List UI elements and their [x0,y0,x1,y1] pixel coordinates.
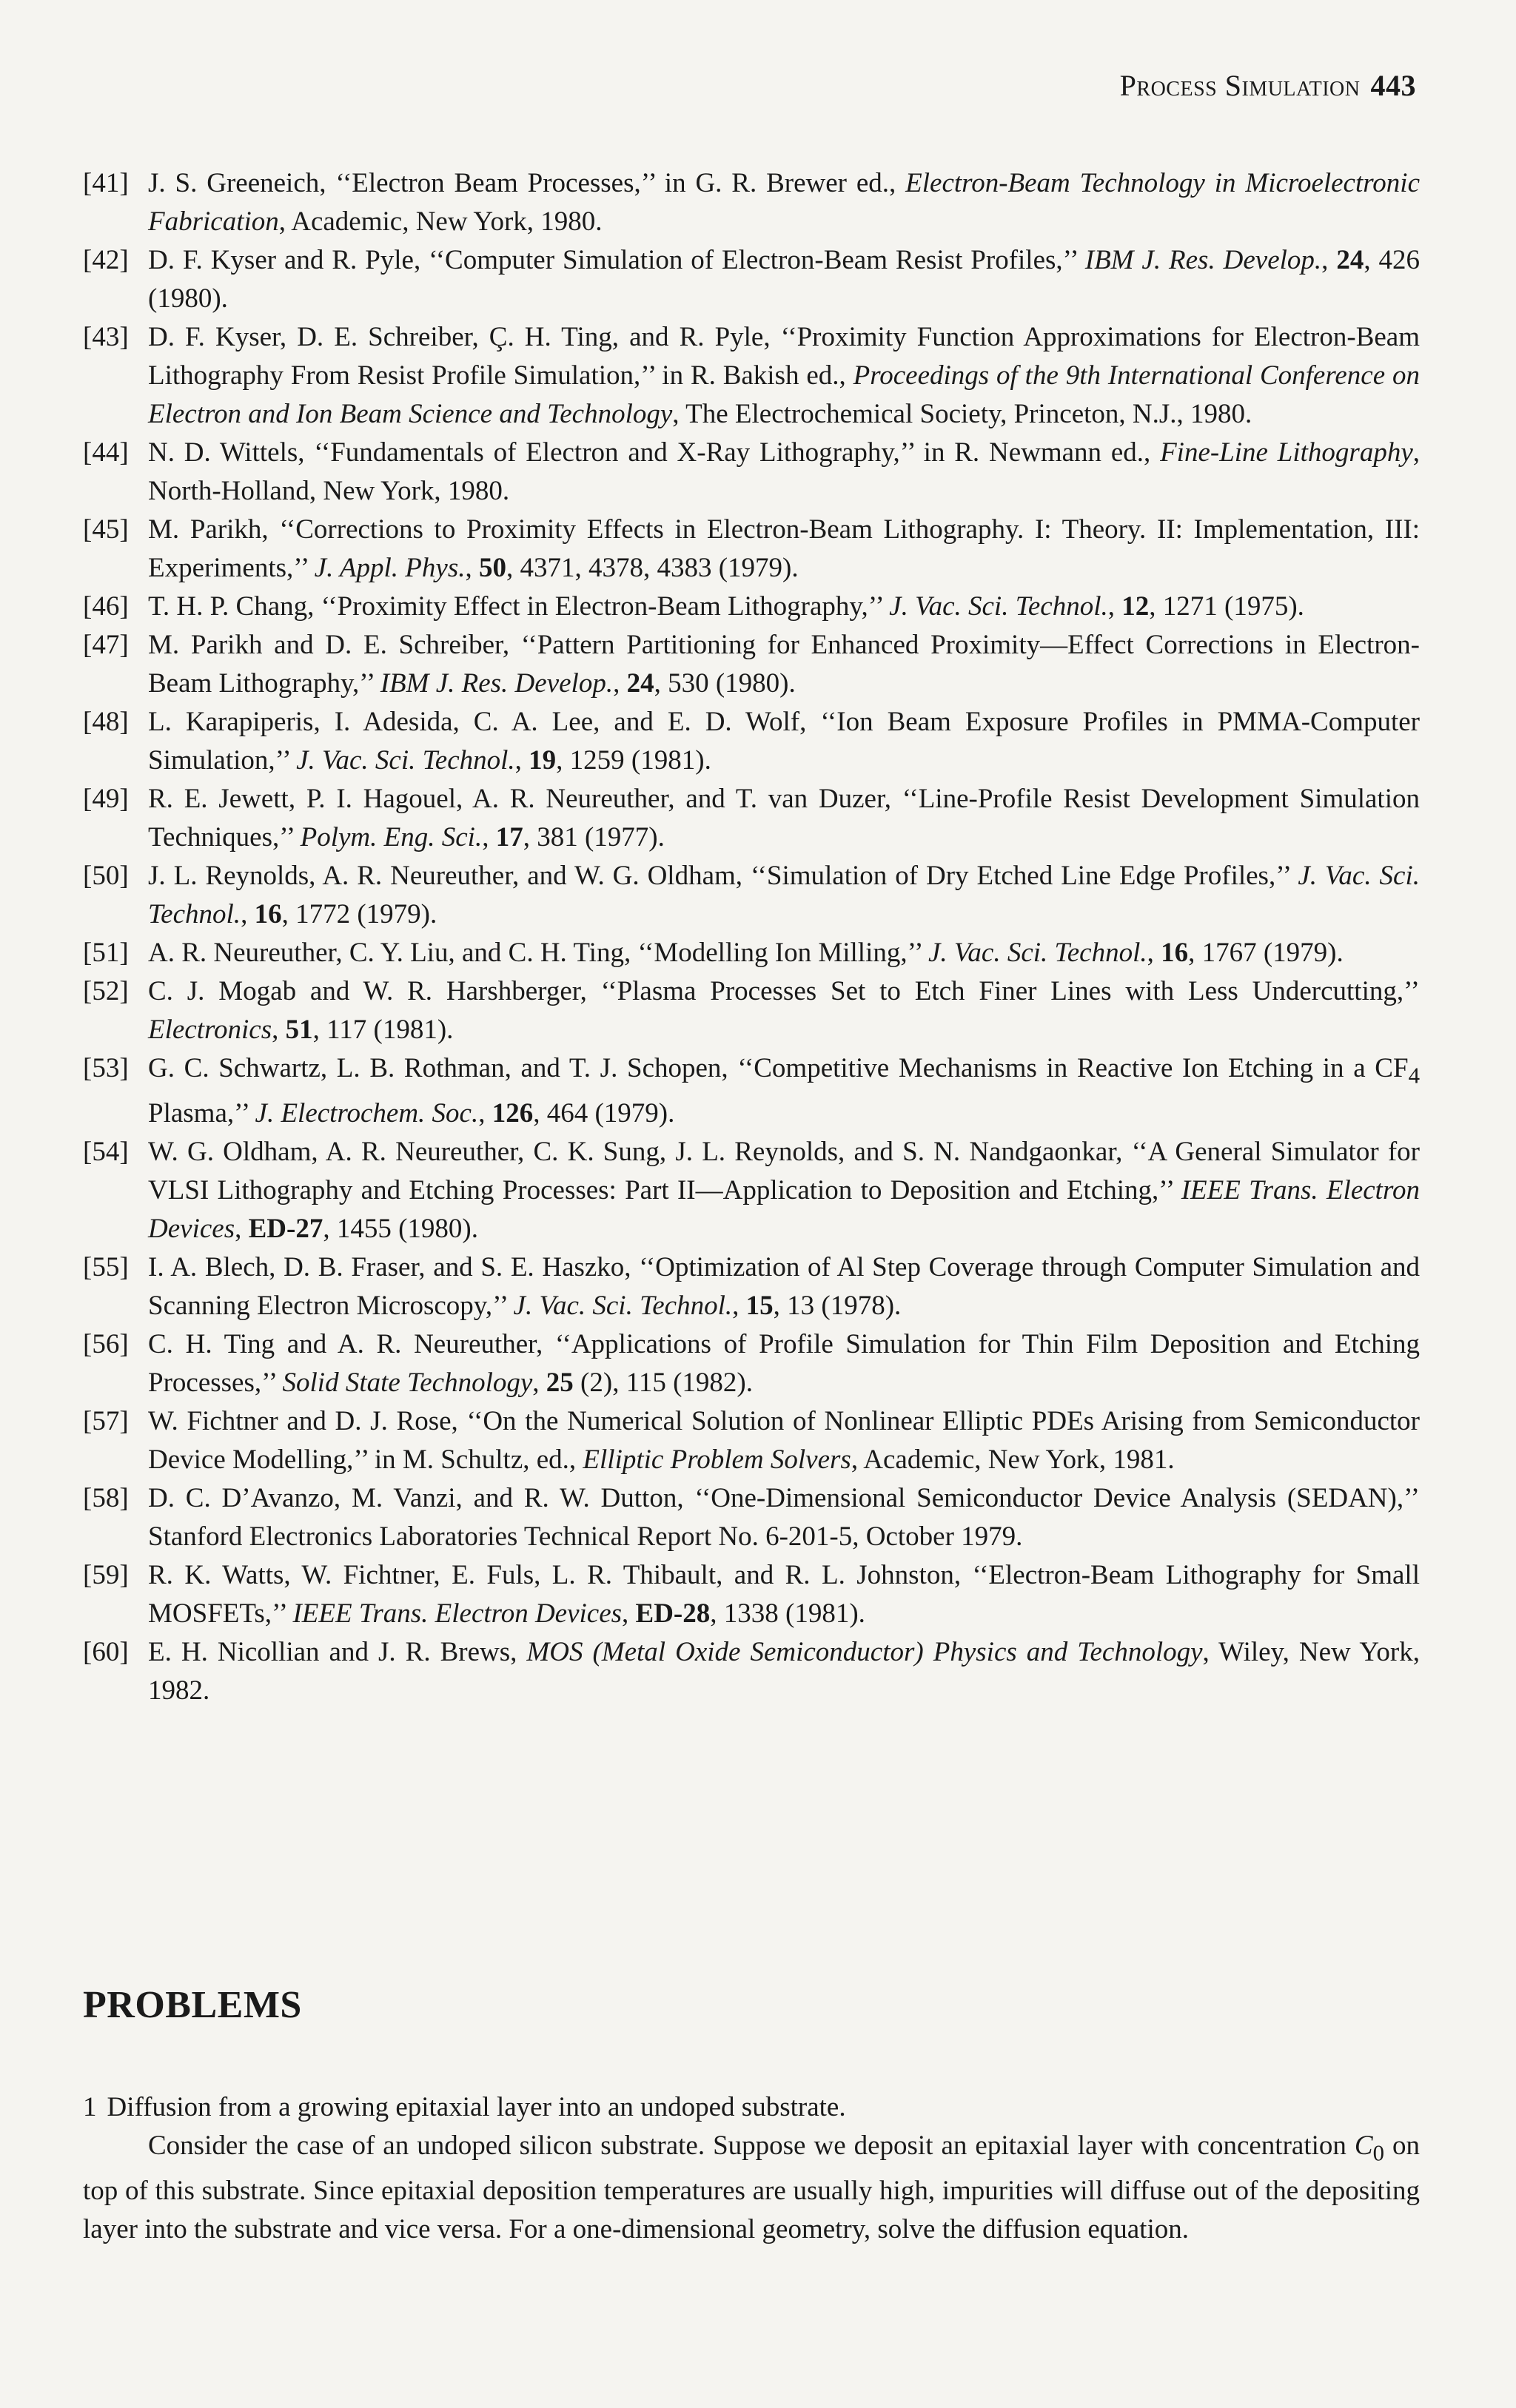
reference-number: [57] [83,1406,129,1437]
italic-run: J. Vac. Sci. Technol. [889,591,1108,622]
text-run: , [732,1291,746,1322]
text-run: D. F. Kyser and R. Pyle, ‘‘Computer Simulation of Electron-Beam Resist Profiles,’’ [148,245,1085,275]
text-run: , [465,553,479,583]
problem-body [83,2127,1420,2249]
italic-run: Elliptic Problem Solvers [583,1445,851,1476]
text-run: , 13 (1978). [773,1291,902,1322]
reference-text [148,1556,1420,1633]
reference-number: [47] [83,630,129,660]
reference-text [148,588,1420,626]
text-run: , [241,899,255,929]
reference-number: [51] [83,938,129,968]
text-run: , 1455 (1980). [323,1214,478,1245]
bold-run: 16 [1161,938,1189,968]
text-run: D. C. D’Avanzo, M. Vanzi, and R. W. Dutton, ‘‘One-Dimensional Semiconductor Device Analysis (SEDAN),’’ Stanford Electronics Laboratories Technical Report No. 6-201-5, October 1979. [148,1483,1420,1553]
text-run: , 1259 (1981). [556,745,711,776]
text-run: , 1338 (1981). [710,1598,865,1630]
reference-item [83,241,1420,318]
italic-run: IEEE Trans. Electron Devices [148,1175,1420,1245]
text-run: , [1147,938,1161,968]
text-run: , [235,1214,249,1245]
italic-run: IBM J. Res. Develop. [380,668,614,699]
text-run: L. Karapiperis, I. Adesida, C. A. Lee, and E. D. Wolf, ‘‘Ion Beam Exposure Profiles in PMMA-Computer Simulation,’’ [148,707,1420,776]
italic-run: Solid State Technology [282,1368,533,1399]
italic-run: J. Vac. Sci. Technol. [513,1291,733,1322]
reference-text [148,857,1420,934]
bold-run: 16 [254,899,282,929]
text-run: M. Parikh, ‘‘Corrections to Proximity Effects in Electron-Beam Lithography. I: Theory. II: Implementation, III: Experiments,’’ [148,514,1420,583]
reference-item [83,934,1420,972]
italic-run: IEEE Trans. Electron Devices [292,1598,623,1630]
reference-number: [42] [83,245,129,275]
italic-run: C [1354,2130,1373,2161]
text-run: , 1767 (1979). [1188,938,1344,968]
text-run: Consider the case of an undoped silicon substrate. Suppose we deposit an epitaxial layer with concentration [148,2130,1355,2161]
reference-text [148,780,1420,857]
reference-item [83,588,1420,626]
bold-run: 51 [285,1015,313,1045]
subscript-run: 4 [1408,1063,1420,1089]
reference-number: [58] [83,1483,129,1514]
reference-text [148,1248,1420,1325]
reference-number: [60] [83,1637,129,1668]
text-run: , 1271 (1975). [1149,591,1304,622]
bold-run: 25 [546,1368,574,1399]
text-run: D. F. Kyser, D. E. Schreiber, Ç. H. Ting, and R. Pyle, ‘‘Proximity Function Approximations for Electron-Beam Lithography From Resist Profile Simulation,’’ in R. Bakish ed., [148,322,1420,391]
reference-item [83,1049,1420,1133]
text-run: , [1321,245,1337,275]
reference-text [148,1479,1420,1556]
reference-item [83,1133,1420,1248]
reference-number: [43] [83,322,129,352]
text-run: R. K. Watts, W. Fichtner, E. Fuls, L. R. Thibault, and R. L. Johnston, ‘‘Electron-Beam Lithography for Small MOSFETs,’’ [148,1560,1420,1630]
text-run: , 117 (1981). [312,1015,454,1045]
bold-run: ED-28 [635,1598,711,1630]
text-run: , [478,1098,492,1129]
page-number: 443 [1370,69,1416,102]
problem-number: 1 [83,2092,97,2122]
text-run: , 530 (1980). [654,668,796,699]
problem-title-line [83,2088,1420,2127]
reference-item [83,857,1420,934]
problem-title: Diffusion from a growing epitaxial layer into an undoped substrate. [107,2092,846,2122]
text-run: J. S. Greeneich, ‘‘Electron Beam Processes,’’ in G. R. Brewer ed., [148,168,906,198]
reference-text [148,241,1420,318]
reference-number: [52] [83,976,129,1006]
reference-item [83,164,1420,241]
reference-text [148,626,1420,703]
reference-number: [54] [83,1137,129,1168]
text-run: W. Fichtner and D. J. Rose, ‘‘On the Numerical Solution of Nonlinear Elliptic PDEs Arising from Semiconductor Device Modelling,’’ in M. Schultz, ed., [148,1406,1420,1476]
reference-number: [50] [83,861,129,891]
bold-run: 24 [1336,245,1364,275]
reference-text [148,164,1420,241]
reference-text [148,511,1420,588]
italic-run: Polym. Eng. Sci. [300,822,483,852]
italic-run: IBM J. Res. Develop. [1084,245,1322,275]
reference-item [83,1325,1420,1402]
reference-item [83,1402,1420,1479]
reference-item [83,318,1420,434]
reference-item [83,972,1420,1049]
reference-number: [46] [83,591,129,622]
reference-item [83,1248,1420,1325]
italic-run: J. Vac. Sci. Technol. [296,745,515,776]
text-run: G. C. Schwartz, L. B. Rothman, and T. J. Schopen, ‘‘Competitive Mechanisms in Reactive Ion Etching in a CF [148,1053,1409,1083]
running-header [1120,68,1416,103]
bold-run: 50 [478,553,506,583]
text-run: T. H. P. Chang, ‘‘Proximity Effect in Electron-Beam Lithography,’’ [148,591,890,622]
bold-run: 15 [745,1291,774,1322]
reference-number: [55] [83,1252,129,1283]
italic-run: J. Vac. Sci. Technol. [148,861,1421,929]
text-run: C. J. Mogab and W. R. Harshberger, ‘‘Plasma Processes Set to Etch Finer Lines with Less Undercutting,’’ [148,976,1420,1006]
reference-number: [56] [83,1329,129,1360]
subscript-run: 0 [1372,2140,1384,2166]
text-run: , 381 (1977). [523,822,665,852]
text-run: A. R. Neureuther, C. Y. Liu, and C. H. Ting, ‘‘Modelling Ion Milling,’’ [148,938,928,968]
reference-item [83,1556,1420,1633]
bold-run: 19 [529,745,557,776]
bold-run: ED-27 [248,1214,323,1245]
reference-number: [49] [83,784,129,814]
text-run: C. H. Ting and A. R. Neureuther, ‘‘Applications of Profile Simulation for Thin Film Deposition and Etching Processes,’’ [148,1329,1420,1399]
reference-text [148,1325,1420,1402]
reference-text [148,703,1420,780]
bold-run: 24 [626,668,654,699]
italic-run: Proceedings of the 9th International Conference on Electron and Ion Beam Science and Technology [148,360,1420,429]
text-run: I. A. Blech, D. B. Fraser, and S. E. Haszko, ‘‘Optimization of Al Step Coverage through Computer Simulation and Scanning Electron Microscopy,’’ [148,1252,1420,1322]
text-run: E. H. Nicollian and J. R. Brews, [148,1637,527,1668]
reference-text [148,1633,1420,1710]
text-run: , [514,745,529,776]
text-run: on top of this substrate. Since epitaxial deposition temperatures are usually high, impurities will diffuse out of the depositing layer into the substrate and vice versa. For a one-dimensional geometry, solve the diffusion equation. [83,2130,1420,2245]
text-run: R. E. Jewett, P. I. Hagouel, A. R. Neureuther, and T. van Duzer, ‘‘Line-Profile Resist Development Simulation Techniques,’’ [148,784,1420,852]
reference-item [83,511,1420,588]
reference-number: [53] [83,1053,129,1083]
text-run: , Wiley, New York, 1982. [148,1637,1421,1706]
text-run: , 4371, 4378, 4383 (1979). [506,553,799,583]
reference-number: [45] [83,514,129,545]
text-run: , Academic, New York, 1981. [851,1445,1175,1476]
text-run: M. Parikh and D. E. Schreiber, ‘‘Pattern Partitioning for Enhanced Proximity—Effect Corrections in Electron-Beam Lithography,’’ [148,630,1420,699]
text-run: J. L. Reynolds, A. R. Neureuther, and W. G. Oldham, ‘‘Simulation of Dry Etched Line Edge Profiles,’’ [148,861,1298,891]
problems-heading: PROBLEMS [83,1984,302,2026]
text-run: Plasma,’’ [148,1098,255,1129]
reference-text [148,1049,1420,1133]
text-run: , [622,1598,636,1630]
italic-run: Fine-Line Lithography [1160,437,1413,468]
text-run: (2), 115 (1982). [573,1368,753,1399]
italic-run: Electronics [148,1015,272,1045]
reference-text [148,1402,1420,1479]
reference-list [83,164,1420,1710]
reference-text [148,934,1420,972]
reference-number: [59] [83,1560,129,1591]
reference-number: [41] [83,168,129,198]
italic-run: Electron-Beam Technology in Microelectronic Fabrication [148,168,1420,237]
text-run: , [272,1015,286,1045]
reference-number: [48] [83,707,129,737]
text-run: , [532,1368,546,1399]
text-run: , The Electrochemical Society, Princeton, N.J., 1980. [672,399,1252,429]
bold-run: 12 [1121,591,1150,622]
bold-run: 17 [495,822,523,852]
problem-item [83,2088,1420,2249]
text-run: , 1772 (1979). [281,899,437,929]
italic-run: J. Appl. Phys. [314,553,466,583]
text-run: , Academic, New York, 1980. [278,206,603,237]
reference-text [148,972,1420,1049]
reference-text [148,434,1420,511]
reference-item [83,780,1420,857]
reference-text [148,1133,1420,1248]
reference-item [83,1633,1420,1710]
italic-run: MOS (Metal Oxide Semiconductor) Physics and Technology [526,1637,1203,1668]
reference-item [83,626,1420,703]
italic-run: J. Vac. Sci. Technol. [928,938,1147,968]
reference-item [83,703,1420,780]
text-run: , [613,668,627,699]
text-run: , [482,822,496,852]
text-run: , [1107,591,1122,622]
reference-text [148,318,1420,434]
text-run: W. G. Oldham, A. R. Neureuther, C. K. Sung, J. L. Reynolds, and S. N. Nandgaonkar, ‘‘A General Simulator for VLSI Lithography and Etching Processes: Part II—Application to Deposition and Etching,’’ [148,1137,1420,1206]
running-title: Process Simulation [1119,69,1361,102]
text-run: , North-Holland, New York, 1980. [148,437,1420,506]
reference-item [83,434,1420,511]
text-run: N. D. Wittels, ‘‘Fundamentals of Electron and X-Ray Lithography,’’ in R. Newmann ed., [148,437,1161,468]
text-run: , 464 (1979). [533,1098,675,1129]
reference-item [83,1479,1420,1556]
text-run: , 426 (1980). [148,245,1421,314]
bold-run: 126 [492,1098,534,1129]
reference-number: [44] [83,437,129,468]
italic-run: J. Electrochem. Soc. [255,1098,479,1129]
